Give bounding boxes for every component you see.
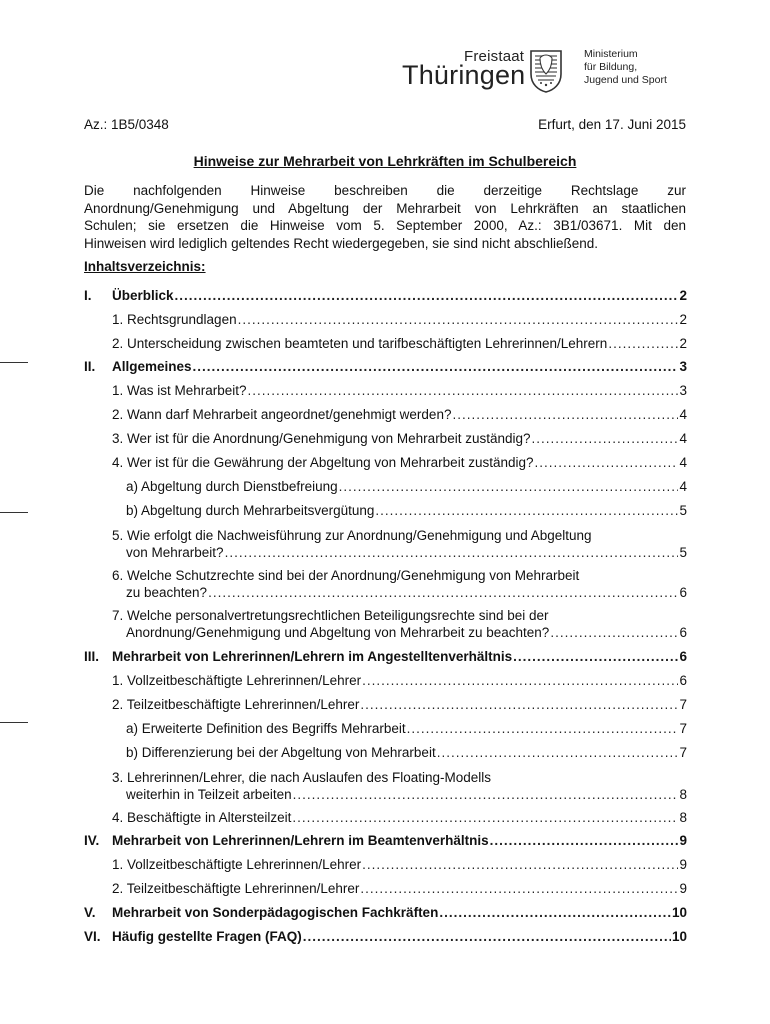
fold-mark: [0, 362, 28, 363]
toc-page-number[interactable]: 8: [679, 810, 687, 825]
toc-entry-text[interactable]: Mehrarbeit von Lehrerinnen/Lehrern im Beamtenverhältnis: [112, 833, 489, 848]
toc-entry-body: [112, 288, 687, 303]
toc-entry[interactable]: [84, 585, 687, 600]
toc-leader-dots: [193, 359, 679, 374]
toc-page-number[interactable]: 7: [679, 697, 687, 712]
toc-entry-body: [112, 721, 687, 736]
toc-entry[interactable]: [84, 336, 687, 351]
toc-leader-dots: [532, 431, 679, 446]
punch-mark: [0, 512, 28, 513]
toc-entry-body: [112, 929, 687, 944]
toc-entry-body: [112, 745, 687, 760]
toc-entry[interactable]: [84, 479, 687, 494]
toc-page-number[interactable]: 5: [679, 503, 687, 518]
toc-page-number[interactable]: 2: [679, 312, 687, 327]
toc-section-number: III.: [84, 649, 100, 664]
toc-entry[interactable]: [84, 787, 687, 802]
toc-entry-text[interactable]: Häufig gestellte Fragen (FAQ): [112, 929, 302, 944]
toc-page-number[interactable]: 3: [679, 359, 687, 374]
toc-entry-text[interactable]: 2. Teilzeitbeschäftigte Lehrerinnen/Lehrer: [112, 697, 360, 712]
toc-leader-dots: [238, 312, 679, 327]
toc-entry-body: [112, 881, 687, 896]
toc-entry-body: [112, 810, 687, 825]
toc-entry[interactable]: [84, 455, 687, 470]
toc-entry-body: [112, 673, 687, 688]
toc-entry-text-continued[interactable]: Anordnung/Genehmigung und Abgeltung von Mehrarbeit zu beachten?: [126, 625, 550, 640]
toc-leader-dots: [208, 585, 678, 600]
toc-leader-dots: [452, 407, 678, 422]
toc-leader-dots: [608, 336, 678, 351]
toc-page-number[interactable]: 4: [679, 431, 687, 446]
toc-section-number: V.: [84, 905, 96, 920]
toc-entry-text-continued[interactable]: zu beachten?: [126, 585, 208, 600]
toc-entry[interactable]: [84, 697, 687, 712]
ministry-line: für Bildung,: [584, 61, 638, 73]
toc-entry-text[interactable]: 4. Beschäftigte in Altersteilzeit: [112, 810, 292, 825]
toc-page-number[interactable]: 4: [679, 479, 687, 494]
toc-leader-dots: [437, 745, 679, 760]
toc-page-number[interactable]: 6: [679, 585, 687, 600]
toc-entry[interactable]: [84, 407, 687, 422]
toc-entry-body: [112, 336, 687, 351]
toc-entry[interactable]: [84, 625, 687, 640]
intro-line: Anordnung/Genehmigung und Abgeltung der Mehrarbeit von Lehrkräften an staatlichen: [84, 200, 686, 216]
toc-entry-text[interactable]: 7. Welche personalvertretungsrechtlichen Beteiligungsrechte sind bei der: [112, 608, 549, 623]
toc-page-number[interactable]: 7: [679, 745, 687, 760]
toc-leader-dots: [360, 697, 678, 712]
toc-entry[interactable]: [84, 312, 687, 327]
toc-section-number: IV.: [84, 833, 100, 848]
toc-page-number[interactable]: 3: [679, 383, 687, 398]
toc-entry-text[interactable]: Mehrarbeit von Lehrerinnen/Lehrern im Angestelltenverhältnis: [112, 649, 513, 664]
toc-section[interactable]: [84, 359, 687, 374]
document-title: Hinweise zur Mehrarbeit von Lehrkräften im Schulbereich: [193, 153, 577, 169]
toc-entry-text[interactable]: 2. Wann darf Mehrarbeit angeordnet/genehmigt werden?: [112, 407, 452, 422]
logo-wordmark-top: Freistaat: [464, 48, 525, 65]
ministry-name: [584, 48, 667, 87]
toc-leader-dots: [550, 625, 678, 640]
toc-leader-dots: [292, 810, 678, 825]
toc-leader-dots: [248, 383, 679, 398]
intro-line: Hinweisen wird lediglich geltendes Recht wiedergegeben, sie sind nicht abschließend.: [84, 235, 599, 251]
toc-section[interactable]: [84, 929, 687, 944]
fold-mark: [0, 722, 28, 723]
toc-entry-text[interactable]: 1. Vollzeitbeschäftigte Lehrerinnen/Lehrer: [112, 673, 362, 688]
toc-leader-dots: [362, 673, 678, 688]
toc-entry-body: [112, 383, 687, 398]
ministry-line: Ministerium: [584, 48, 638, 60]
toc-entry[interactable]: [84, 545, 687, 560]
toc-section-number: VI.: [84, 929, 101, 944]
toc-entry-body: [112, 479, 687, 494]
toc-leader-dots: [339, 479, 679, 494]
toc-entry-text[interactable]: 2. Teilzeitbeschäftigte Lehrerinnen/Lehrer: [112, 881, 360, 896]
logo-wordmark: Thüringen: [402, 60, 526, 90]
toc-page-number[interactable]: 4: [679, 455, 687, 470]
toc-section-number: II.: [84, 359, 96, 374]
toc-entry-body: [112, 455, 687, 470]
toc-entry-body: [112, 857, 687, 872]
toc-entry-line: [84, 568, 687, 583]
toc-entry-text[interactable]: Überblick: [112, 288, 174, 303]
toc-heading: Inhaltsverzeichnis:: [84, 259, 206, 274]
toc-section[interactable]: [84, 833, 687, 848]
toc-entry-body: [112, 833, 687, 848]
toc-leader-dots: [375, 503, 678, 518]
toc-section[interactable]: [84, 288, 687, 303]
toc-entry-body: [112, 585, 687, 600]
toc-entry-text[interactable]: 6. Welche Schutzrechte sind bei der Anordnung/Genehmigung von Mehrarbeit: [112, 568, 580, 583]
toc-entry-body: [112, 431, 687, 446]
toc-page-number[interactable]: 4: [679, 407, 687, 422]
intro-paragraph: [84, 182, 686, 252]
toc-entry-text-continued[interactable]: weiterhin in Teilzeit arbeiten: [126, 787, 292, 802]
toc-page-number[interactable]: 5: [679, 545, 687, 560]
toc-entry-text[interactable]: a) Abgeltung durch Dienstbefreiung: [126, 479, 338, 494]
toc-page-number[interactable]: 9: [679, 881, 687, 896]
toc-entry-text[interactable]: 3. Wer ist für die Anordnung/Genehmigung von Mehrarbeit zuständig?: [112, 431, 531, 446]
toc-entry-line: [84, 528, 687, 543]
toc-entry-line: [84, 608, 687, 623]
toc-entry[interactable]: [84, 881, 687, 896]
toc-entry-body: [112, 625, 687, 640]
intro-line: Die nachfolgenden Hinweise beschreiben die derzeitige Rechtslage zur: [84, 183, 686, 198]
toc-entry[interactable]: [84, 857, 687, 872]
toc-entry-text[interactable]: 4. Wer ist für die Gewährung der Abgeltung von Mehrarbeit zuständig?: [112, 455, 534, 470]
toc-leader-dots: [225, 545, 679, 560]
toc-entry-text[interactable]: Allgemeines: [112, 359, 192, 374]
toc-page-number[interactable]: 8: [679, 787, 687, 802]
toc-entry[interactable]: [84, 503, 687, 518]
toc-leader-dots: [175, 288, 679, 303]
toc-entry-text[interactable]: 1. Rechtsgrundlagen: [112, 312, 237, 327]
toc-entry-body: [112, 545, 687, 560]
toc-entry-body: [112, 787, 687, 802]
toc-entry-text[interactable]: 5. Wie erfolgt die Nachweisführung zur Anordnung/Genehmigung und Abgeltung: [112, 528, 592, 543]
toc-entry-body: [112, 649, 687, 664]
toc-entry-line: [84, 770, 687, 785]
toc-page-number[interactable]: 6: [679, 649, 687, 664]
toc-entry[interactable]: [84, 383, 687, 398]
toc-entry-body: [112, 503, 687, 518]
toc-entry-text[interactable]: a) Erweiterte Definition des Begriffs Mehrarbeit: [126, 721, 406, 736]
toc-entry-text[interactable]: 1. Vollzeitbeschäftigte Lehrerinnen/Lehrer: [112, 857, 362, 872]
toc-leader-dots: [513, 649, 678, 664]
coat-of-arms-icon: [528, 48, 564, 94]
toc-entry-text[interactable]: 1. Was ist Mehrarbeit?: [112, 383, 247, 398]
toc-entry-body: [112, 312, 687, 327]
toc-leader-dots: [293, 787, 679, 802]
toc-leader-dots: [407, 721, 679, 736]
toc-page-number[interactable]: 2: [679, 336, 687, 351]
toc-entry-text[interactable]: b) Differenzierung bei der Abgeltung von Mehrarbeit: [126, 745, 436, 760]
toc-leader-dots: [360, 881, 678, 896]
toc-page-number[interactable]: 2: [679, 288, 687, 303]
toc-entry-text[interactable]: 3. Lehrerinnen/Lehrer, die nach Auslaufen des Floating-Modells: [112, 770, 491, 785]
toc-page-number[interactable]: 10: [671, 929, 687, 944]
toc-entry-text[interactable]: b) Abgeltung durch Mehrarbeitsvergütung: [126, 503, 375, 518]
toc-leader-dots: [362, 857, 678, 872]
toc-page-number[interactable]: 6: [679, 625, 687, 640]
toc-leader-dots: [535, 455, 679, 470]
toc-entry-body: [112, 407, 687, 422]
toc-entry[interactable]: [84, 673, 687, 688]
toc-leader-dots: [303, 929, 671, 944]
toc-page-number[interactable]: 6: [679, 673, 687, 688]
toc-entry-body: [112, 697, 687, 712]
toc-entry[interactable]: [84, 810, 687, 825]
toc-entry-body: [112, 905, 687, 920]
file-reference: Az.: 1B5/0348: [84, 117, 169, 132]
ministry-line: Jugend und Sport: [584, 74, 667, 86]
toc-page-number[interactable]: 9: [679, 833, 687, 848]
intro-line: Schulen; sie ersetzen die Hinweise vom 5. September 2000, Az.: 3B1/03671. Mit den: [84, 218, 686, 233]
thueringen-logo: [400, 46, 700, 98]
toc-section[interactable]: [84, 649, 687, 664]
toc-page-number[interactable]: 10: [671, 905, 687, 920]
document-date: Erfurt, den 17. Juni 2015: [538, 117, 686, 132]
toc-section-number: I.: [84, 288, 92, 303]
toc-entry[interactable]: [84, 745, 687, 760]
toc-entry-text-continued[interactable]: von Mehrarbeit?: [126, 545, 224, 560]
toc-section[interactable]: [84, 905, 687, 920]
toc-page-number[interactable]: 9: [679, 857, 687, 872]
toc-page-number[interactable]: 7: [679, 721, 687, 736]
toc-entry-text[interactable]: 2. Unterscheidung zwischen beamteten und tarifbeschäftigten Lehrerinnen/Lehrern: [112, 336, 608, 351]
toc-entry-body: [112, 359, 687, 374]
toc-entry[interactable]: [84, 431, 687, 446]
toc-leader-dots: [439, 905, 671, 920]
toc-entry-text[interactable]: Mehrarbeit von Sonderpädagogischen Fachkräften: [112, 905, 439, 920]
toc-entry[interactable]: [84, 721, 687, 736]
toc-leader-dots: [490, 833, 679, 848]
